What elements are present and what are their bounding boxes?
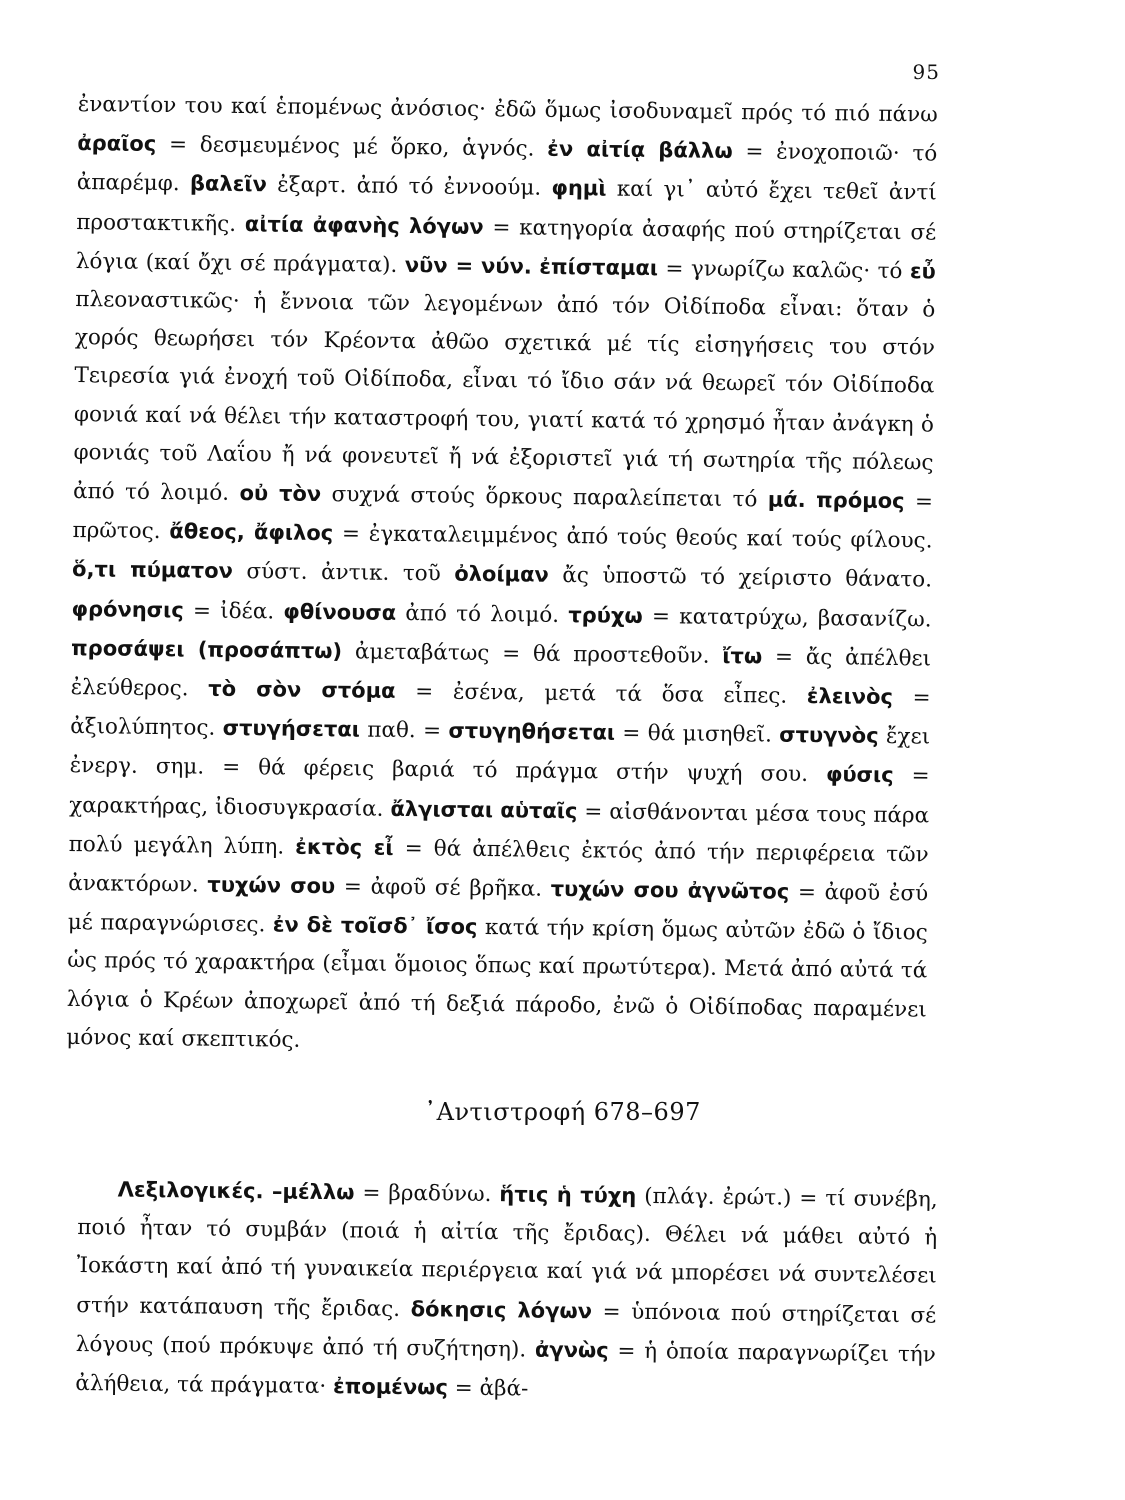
commentary-text: = θά ἀπέλθεις ἐκτός ἀπό τήν περιφέρεια τῶν ἀνακτόρων.: [68, 835, 929, 898]
lemma-term: φθίνουσα: [283, 599, 397, 625]
commentary-text: = ἡ ὁποία παραγνωρίζει τήν ἀλήθεια, τά πράγματα·: [75, 1338, 936, 1400]
commentary-text: ἐξαρτ. ἀπό τό ἐννοούμ.: [266, 172, 552, 202]
lemma-term: οὐ τὸν: [239, 481, 322, 507]
lemma-term: αἰτία ἀφανὴς λόγων: [244, 211, 484, 239]
commentary-text: = ἄς ἀπέλθει ἐλεύθερος.: [70, 644, 932, 702]
commentary-text: (πλάγ. ἐρώτ.) = τί συνέβη, ποιό ἦταν τό συμβάν (ποιά ἡ αἰτία τῆς ἔριδας). Θέλει νά μάθει αὐτό ἡ Ἰοκάστη καί ἀπό τή γυναικεία περιέργεια καί γιά νά μπορέσει νά συντελέσει στήν κατάπαυση τῆς ἔριδας.: [76, 1183, 938, 1322]
commentary-text: ἀπό τό λοιμό.: [395, 600, 569, 628]
commentary-text: = κατηγορία ἀσαφής πού στηρίζεται σέ λόγια (καί ὄχι σέ πράγματα).: [75, 214, 937, 278]
lemma-term: δόκησις λόγων: [410, 1296, 593, 1323]
lemma-term: πρόμος: [815, 488, 905, 514]
commentary-block-1: [66, 86, 938, 1068]
commentary-paragraph-1: [66, 86, 938, 1068]
commentary-text: ἐναντίον του καί ἑπομένως ἀνόσιος· ἐδῶ ὅμως ἰσοδυναμεῖ πρός τό πιό πάνω: [77, 91, 938, 128]
commentary-text: ἀμεταβάτως = θά προστεθοῦν.: [341, 639, 723, 669]
lemma-term: ὅ,τι πύματον: [71, 557, 234, 584]
lemma-term: τυχών σου: [207, 872, 336, 899]
commentary-text: = ὑπόνοια πού στηρίζεται σέ λόγους (πού πρόκυψε ἀπό τή συζήτηση).: [75, 1298, 937, 1363]
commentary-text: συχνά στούς ὅρκους παραλείπεται τό: [321, 482, 768, 513]
lemma-term: ἐκτὸς εἶ: [295, 834, 394, 860]
commentary-text: σύστ. ἀντικ. τοῦ: [232, 559, 455, 588]
lemma-term: προσάψει (προσάπτω): [70, 635, 343, 664]
commentary-text: πλεοναστικῶς· ἡ ἔννοια τῶν λεγομένων ἀπό τόν Οἰδίποδα εἶναι: ὅταν ὁ χορός θεωρήσει τόν Κρέοντα ἀθῶο σχετικά μέ τίς εἰσηγήσεις του στόν Τειρεσία γιά ἐνοχή τοῦ Οἰδίποδα, εἶναι τό ἴδιο σάν νά θεωρεῖ τόν Οἰδίποδα φονιά καί νά θέλει τήν καταστροφή του, γιατί κατά τό χρησμό ἦταν ἀνάγκη ὁ φονιάς τοῦ Λαΐου ἤ νά φονευτεῖ ἤ νά ἐξοριστεῖ γιά τή σωτηρία τῆς πόλεως ἀπό τό λοιμό.: [72, 287, 936, 507]
lemma-term: στυγήσεται: [222, 716, 361, 742]
commentary-text: = ἀξιολύπητος.: [70, 685, 931, 742]
commentary-text: = ἐνοχοποιῶ· τό ἀπαρέμφ.: [76, 139, 938, 197]
lemma-term: νῦν = νύν.: [404, 252, 532, 279]
commentary-text: = ἀβά-: [447, 1375, 529, 1402]
section-heading: ᾽Αντιστροφή 678–697: [424, 1098, 701, 1126]
lemma-term: μά.: [767, 487, 806, 512]
lemma-term: φύσις: [825, 762, 894, 788]
lemma-term: φημὶ: [551, 176, 607, 201]
lemma-term: ἥτις ἡ τύχη: [499, 1182, 637, 1208]
lemma-term: –μέλλω: [271, 1179, 355, 1205]
commentary-text: = αἰσθάνονται μέσα τους πάρα πολύ μεγάλη λύπη.: [68, 798, 930, 860]
lemma-term: εὖ: [909, 258, 936, 284]
lemma-term: ἄλγισται αὑταῖς: [390, 796, 578, 823]
page-number: 95: [912, 60, 940, 84]
lemma-term: ὀλοίμαν: [454, 562, 549, 588]
commentary-text: = κατατρύχω, βασανίζω.: [642, 603, 932, 633]
lemma-term: ἐπομένως: [332, 1374, 449, 1400]
lemma-term: ἐν αἰτίᾳ βάλλω: [547, 136, 733, 164]
commentary-text: [806, 488, 817, 513]
commentary-block-2: [75, 1170, 938, 1414]
lemma-term: στυγηθήσεται: [448, 718, 616, 745]
commentary-text: ἄς ὑποστῶ τό χείριστο θάνατο.: [548, 563, 933, 593]
commentary-text: = δεσμευμένος μέ ὅρκο, ἁγνός.: [156, 132, 548, 162]
commentary-text: = βραδύνω.: [354, 1180, 500, 1208]
commentary-text: = ἰδέα.: [183, 597, 284, 625]
lemma-term: βαλεῖν: [189, 171, 268, 197]
commentary-text: παθ. =: [359, 717, 449, 744]
lemma-term: Λεξιλογικές.: [117, 1177, 273, 1204]
commentary-paragraph-2: [75, 1170, 938, 1414]
commentary-text: = πρῶτος.: [72, 489, 934, 545]
lemma-term: στυγνὸς: [779, 722, 879, 749]
commentary-text: = γνωρίζω καλῶς· τό: [657, 255, 911, 284]
commentary-text: = ἐγκαταλειμμένος ἀπό τούς θεούς καί τούς φίλους.: [333, 521, 933, 554]
lemma-term: τυχών σου ἀγνῶτος: [550, 876, 790, 904]
lemma-term: τρύχω: [568, 602, 643, 628]
commentary-text: = χαρακτήρας, ἰδιοσυγκρασία.: [69, 763, 930, 822]
commentary-text: καί γι᾽ αὐτό ἔχει τεθεῖ ἀντί προστακτικῆς.: [76, 176, 937, 237]
lemma-term: ἀραῖος: [77, 131, 157, 157]
lemma-term: φρόνησις: [71, 596, 184, 622]
commentary-text: ἔχει ἐνεργ. σημ. = θά φέρεις βαριά τό πράγμα στήν ψυχή σου.: [69, 724, 931, 788]
lemma-term: ἀγνὼς: [534, 1337, 609, 1363]
lemma-term: ἐν δὲ τοῖσδ᾽ ἴσος: [272, 912, 478, 940]
commentary-text: = ἐσένα, μετά τά ὅσα εἶπες.: [395, 678, 808, 709]
lemma-term: ἐπίσταμαι: [539, 254, 659, 280]
lemma-term: ἐλεινὸς: [806, 683, 894, 710]
lemma-term: τὸ σὸν στόμα: [208, 676, 396, 703]
lemma-term: ἴτω: [722, 643, 763, 669]
commentary-text: = θά μισηθεῖ.: [614, 720, 780, 748]
commentary-text: κατά τήν κρίση ὅμως αὐτῶν ἐδῶ ὁ ἴδιος ὡς πρός τό χαρακτήρα (εἶμαι ὅμοιος ὅπως καί πρωτύτερα). Μετά ἀπό αὐτά τά λόγια ὁ Κρέων ἀποχωρεῖ ἀπό τή δεξιά πάροδο, ἐνῶ ὁ Οἰδίποδας παραμένει μόνος καί σκεπτικός.: [66, 915, 928, 1053]
lemma-term: ἄθεος, ἄφιλος: [169, 519, 334, 546]
commentary-text: = ἀφοῦ σέ βρῆκα.: [335, 874, 551, 902]
commentary-text: = ἀφοῦ ἐσύ μέ παραγνώρισες.: [67, 879, 929, 938]
